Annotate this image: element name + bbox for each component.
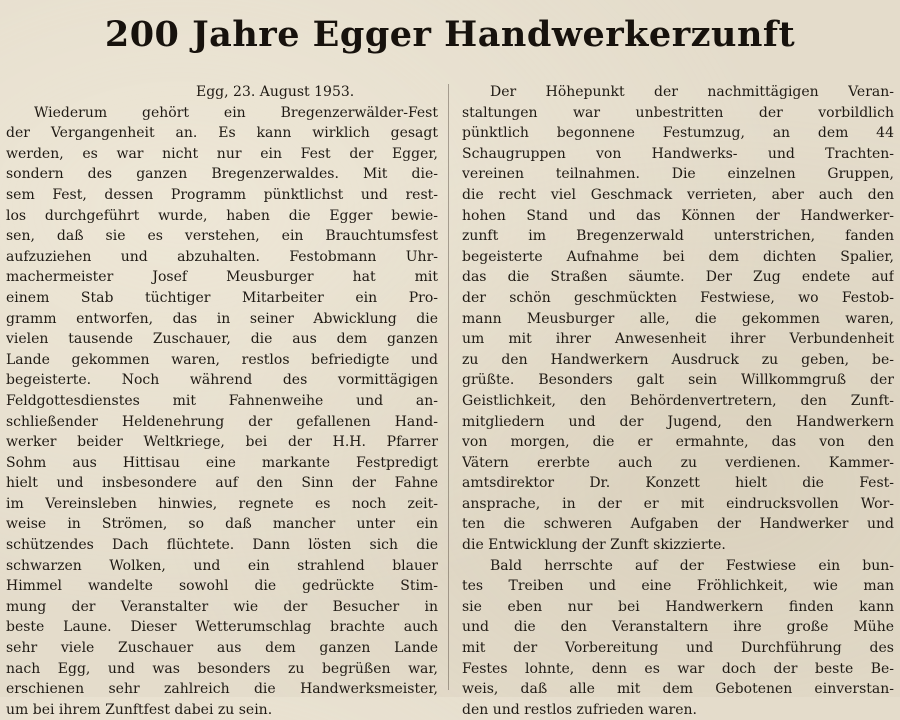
paragraph-line: zu den Handwerkern Ausdruck zu geben, be- <box>462 351 894 368</box>
paragraph-line: staltungen war unbestritten der vorbildlich <box>462 104 894 121</box>
paragraph-line: der Vergangenheit an. Es kann wirklich gesagt <box>6 125 438 142</box>
paragraph-line: mit der Vorbereitung und Durchführung des <box>462 640 894 657</box>
paragraph-line: sem Fest, dessen Programm pünktlichst und rest- <box>6 186 438 203</box>
paragraph-line: einem Stab tüchtiger Mitarbeiter ein Pro- <box>6 289 438 306</box>
column-divider <box>448 84 449 690</box>
paragraph-line: erschienen sehr zahlreich die Handwerksmeister, <box>6 681 438 698</box>
paragraph-line: tes Treiben und eine Fröhlichkeit, wie man <box>462 578 894 595</box>
left-column <box>6 82 438 720</box>
paragraph-line: Wiederum gehört ein Bregenzerwälder-Fest <box>34 104 438 121</box>
paragraph-line: Schaugruppen von Handwerks- und Trachten- <box>462 145 894 162</box>
paragraph-line: Bald herrschte auf der Festwiese ein bun- <box>490 557 894 574</box>
paragraph-line: begeisterte Aufnahme bei dem dichten Spalier, <box>462 248 894 265</box>
right-column <box>462 82 894 720</box>
paragraph-line: sehr viele Zuschauer aus dem ganzen Lande <box>6 640 438 657</box>
paragraph-line: werker beider Weltkriege, bei der H.H. Pfarrer <box>6 434 438 451</box>
paragraph-line: los durchgeführt wurde, haben die Egger bewie- <box>6 207 438 224</box>
paragraph-line: im Vereinsleben hinwies, regnete es noch zeit- <box>6 495 438 512</box>
paragraph-line: beste Laune. Dieser Wetterumschlag brachte auch <box>6 619 438 636</box>
paragraph-line: Sohm aus Hittisau eine markante Festpredigt <box>6 454 438 471</box>
paragraph-line: der schön geschmückten Festwiese, wo Festob- <box>462 289 894 306</box>
headline: 200 Jahre Egger Handwerkerzunft <box>104 14 796 55</box>
paragraph-line: schützendes Dach flüchtete. Dann lösten sich die <box>6 537 438 554</box>
paragraph-line: hielt und insbesondere auf den Sinn der Fahne <box>6 475 438 492</box>
paragraph-line: mung der Veranstalter wie der Besucher in <box>6 598 438 615</box>
paragraph-line: sen, daß sie es verstehen, ein Brauchtumsfest <box>6 228 438 245</box>
paragraph-line: um bei ihrem Zunftfest dabei zu sein. <box>6 701 273 718</box>
paragraph-line: begeisterte. Noch während des vormittägigen <box>6 372 438 389</box>
paragraph-line: die Entwicklung der Zunft skizzierte. <box>462 537 726 554</box>
paragraph-line: grüßte. Besonders galt sein Willkommgruß der <box>462 372 894 389</box>
paragraph-line: mitgliedern und der Jugend, den Handwerkern <box>462 413 894 430</box>
paragraph-line: nach Egg, und was besonders zu begrüßen war, <box>6 660 438 677</box>
paragraph-line: ten die schweren Aufgaben der Handwerker und <box>462 516 894 533</box>
paragraph-line: Vätern ererbte auch zu verdienen. Kammer- <box>462 454 894 471</box>
paragraph-line: das die Straßen säumte. Der Zug endete auf <box>462 269 894 286</box>
paragraph-line: pünktlich begonnene Festumzug, an dem 44 <box>462 125 894 142</box>
paragraph-line: werden, es war nicht nur ein Fest der Egger, <box>6 145 438 162</box>
paragraph-line: sie eben nur bei Handwerkern finden kann <box>462 598 894 615</box>
paragraph-line: Lande gekommen waren, restlos befriedigte und <box>6 351 438 368</box>
paragraph-line: Geistlichkeit, den Behördenvertretern, den Zunft- <box>462 392 894 409</box>
paragraph-line: und die den Veranstaltern ihre große Mühe <box>462 619 894 636</box>
paragraph-line: schwarzen Wolken, und ein strahlend blauer <box>6 557 438 574</box>
paragraph-line: gramm entworfen, das in seiner Abwicklung die <box>6 310 438 327</box>
paragraph-line: zunft im Bregenzerwald unterstrichen, fanden <box>462 228 894 245</box>
paragraph-line: hohen Stand und das Können der Handwerker- <box>462 207 894 224</box>
paragraph-line: die recht viel Geschmack verrieten, aber auch den <box>462 186 894 203</box>
paragraph-line: schließender Heldenehrung der gefallenen Hand- <box>6 413 438 430</box>
paragraph-line: sondern des ganzen Bregenzerwaldes. Mit die- <box>6 166 438 183</box>
paragraph-line: vereinen teilnahmen. Die einzelnen Gruppen, <box>462 166 894 183</box>
paragraph-line: amtsdirektor Dr. Konzett hielt die Fest- <box>462 475 894 492</box>
paragraph-line: mann Meusburger alle, die gekommen waren, <box>462 310 894 327</box>
paragraph-line: von morgen, die er ermahnte, das von den <box>462 434 894 451</box>
dateline: Egg, 23. August 1953. <box>196 84 355 100</box>
paragraph-line: weise in Strömen, so daß mancher unter ein <box>6 516 438 533</box>
paragraph-line: ansprache, in der er mit eindrucksvollen Wor- <box>462 495 894 512</box>
paragraph-line: weis, daß alle mit dem Gebotenen einverstan- <box>462 681 894 698</box>
paragraph-line: Feldgottesdienstes mit Fahnenweihe und an- <box>6 392 438 409</box>
paragraph-line: Himmel wandelte sowohl die gedrückte Stim- <box>6 578 438 595</box>
paragraph-line: vielen tausende Zuschauer, die aus dem ganzen <box>6 331 438 348</box>
paragraph-line: aufzuziehen und abzuhalten. Festobmann Uhr- <box>6 248 438 265</box>
paragraph-line: den und restlos zufrieden waren. <box>462 701 698 718</box>
paragraph-line: Festes lohnte, denn es war doch der beste Be- <box>462 660 894 677</box>
paragraph-line: Der Höhepunkt der nachmittägigen Veran- <box>490 84 894 100</box>
paragraph-line: um mit ihrer Anwesenheit ihrer Verbundenheit <box>462 331 894 348</box>
paragraph-line: machermeister Josef Meusburger hat mit <box>6 269 438 286</box>
